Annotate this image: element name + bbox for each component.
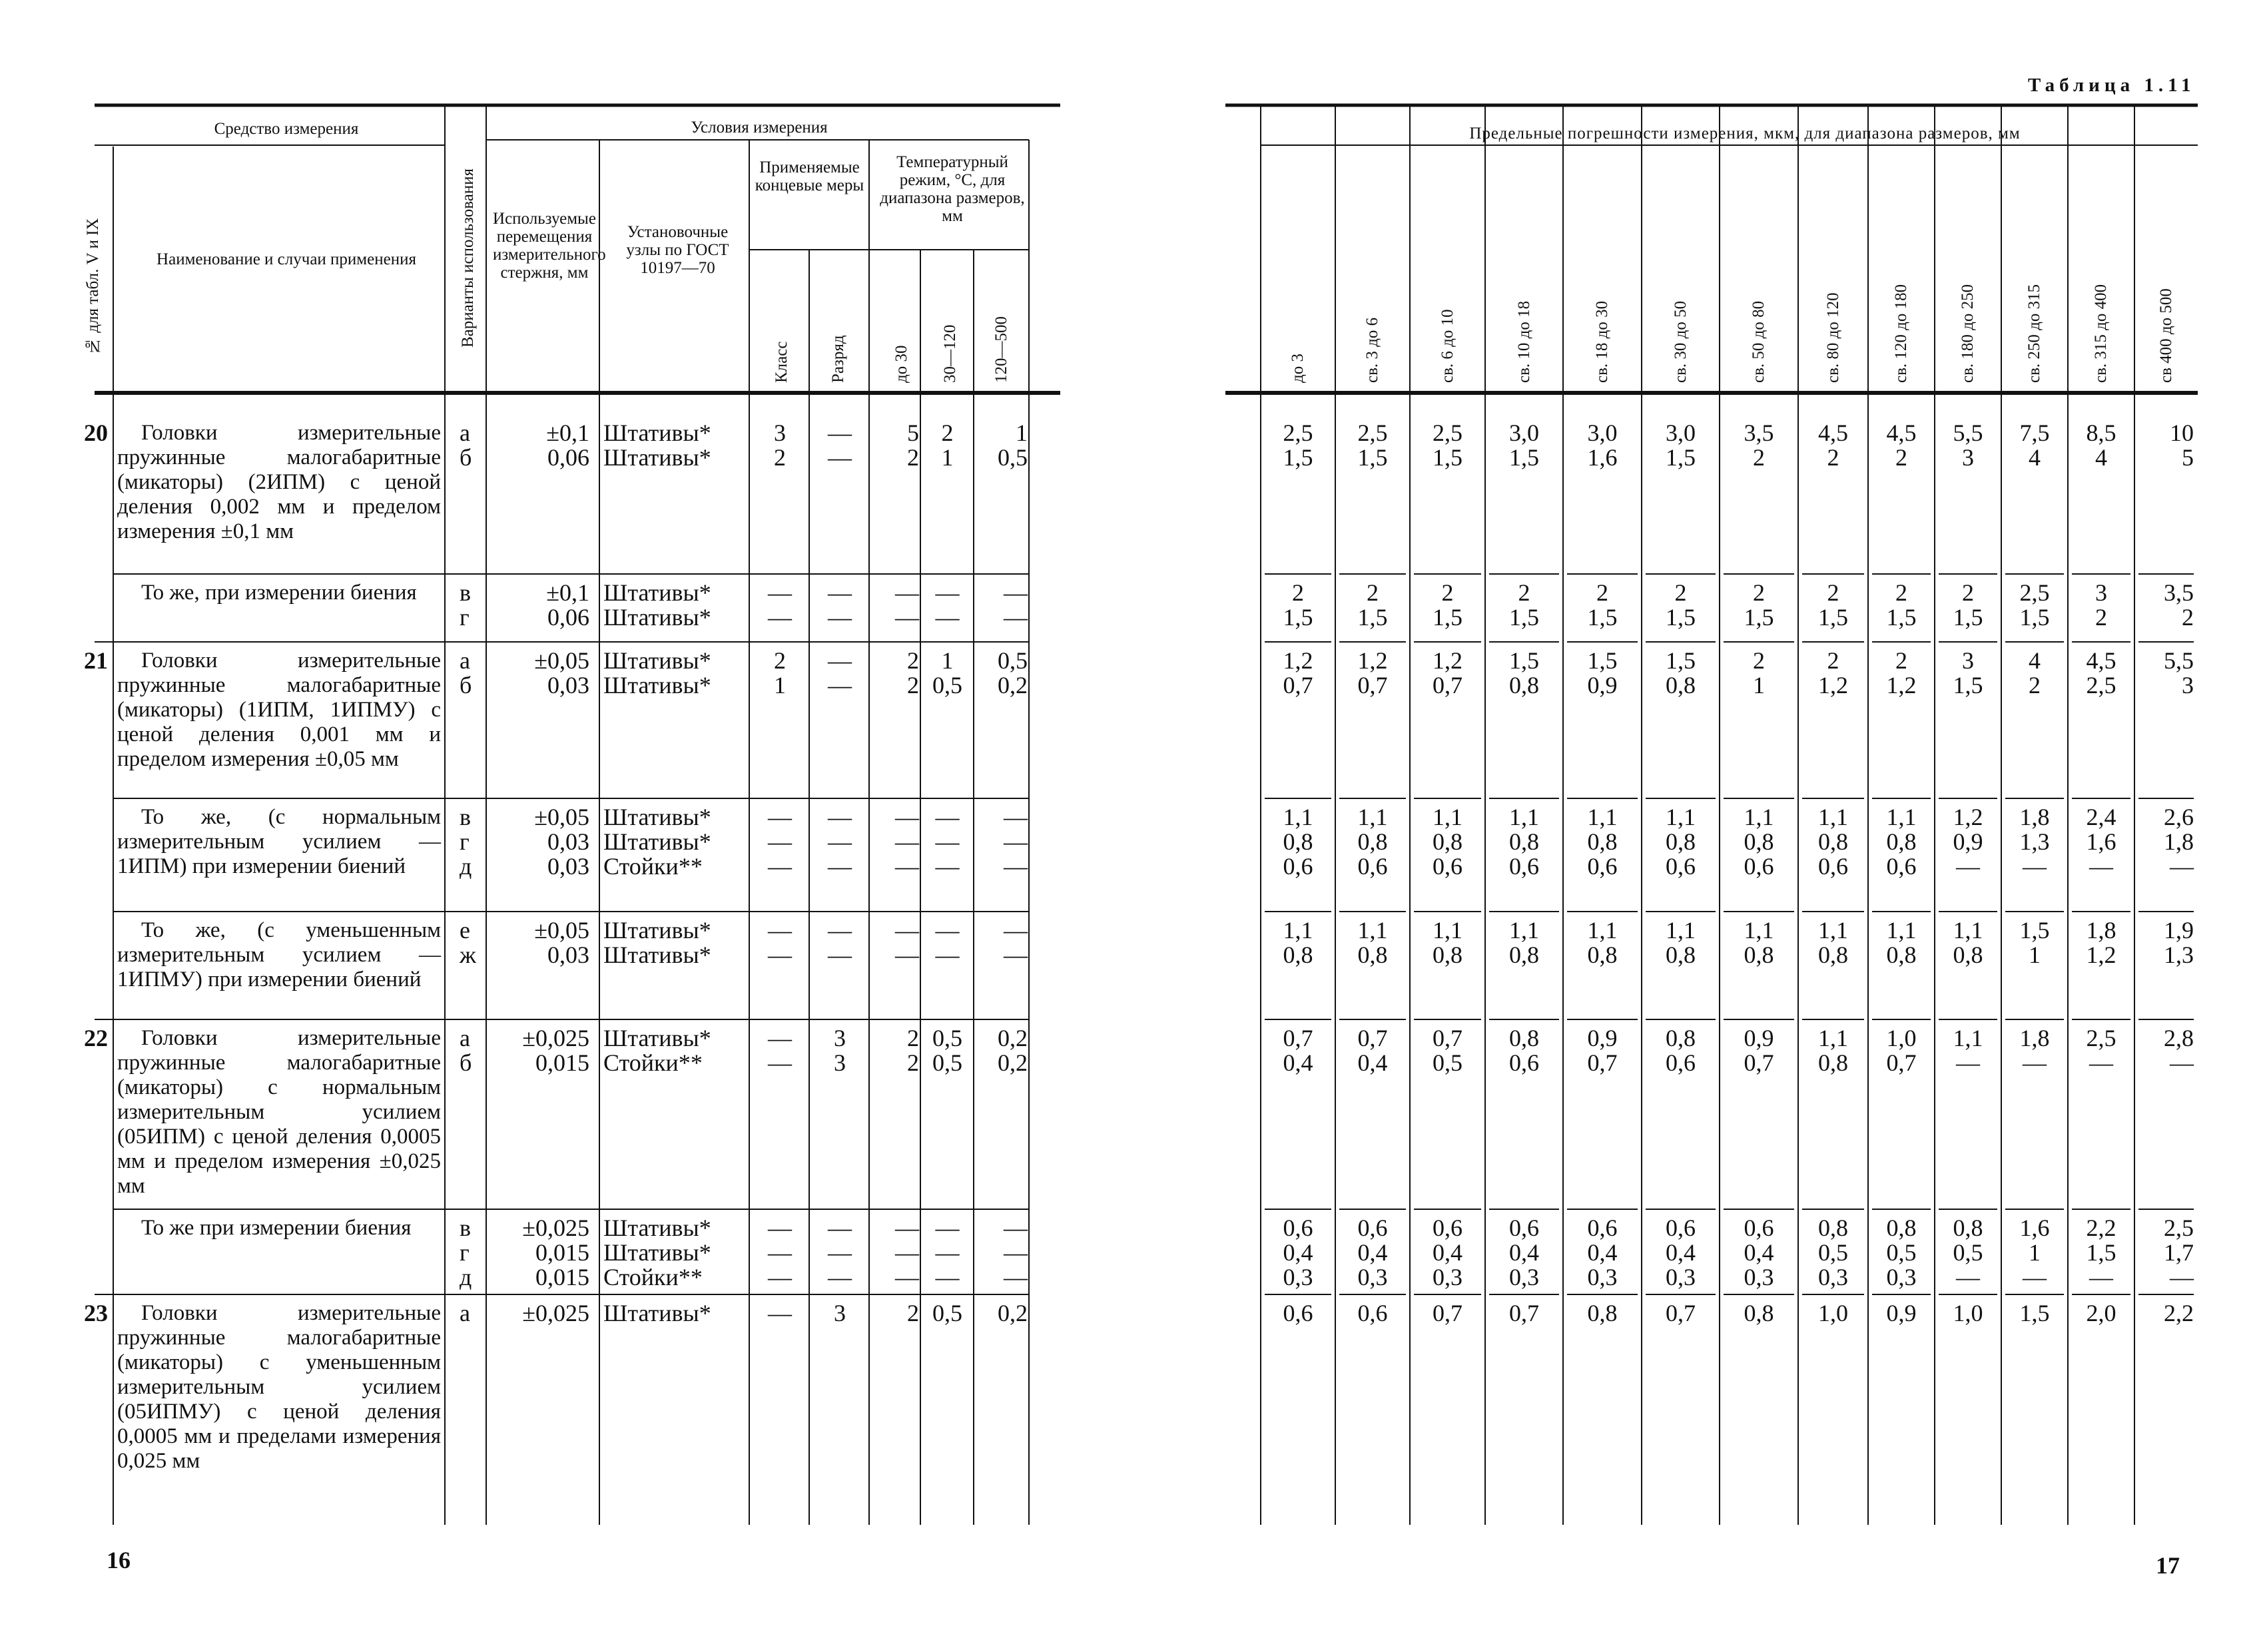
gauge-class: — — [768, 917, 792, 968]
error-value: 0,6 0,4 0,3 [1283, 1215, 1313, 1290]
error-value: 1,0 [1818, 1300, 1848, 1326]
error-value: 0,6 0,4 0,3 [1509, 1215, 1539, 1290]
page-number-right: 17 [2156, 1552, 2180, 1579]
error-value: 0,6 0,4 0,3 [1587, 1215, 1618, 1290]
instrument-name: Головки измерительные пружинные малогабаритные (микаторы) (1ИПМ, 1ИПМУ) с ценой деления 0,001 мм и пределом измерения ±0,05 мм [117, 649, 441, 771]
instrument-name: То же, (с уменьшенным измерительным усилием — 1ИПМУ) при измерении биений [117, 918, 441, 991]
error-value: 1,1 0,8 [1587, 917, 1618, 968]
error-value: 1,2 0,7 [1283, 647, 1313, 698]
variant-code: а б [460, 419, 472, 471]
error-value: 0,8 0,6 [1509, 1025, 1539, 1076]
error-value: 0,7 [1666, 1300, 1696, 1326]
gauge-grade: 3 [834, 1300, 846, 1326]
header-range: св. 250 до 315 [2025, 284, 2043, 383]
temp-30-120: 2 1 [941, 419, 954, 471]
gauge-grade: — — [828, 579, 852, 631]
variant-code: е ж [460, 917, 476, 968]
temp-30-120: — — — [935, 1215, 960, 1290]
gauge-class: — — — [768, 804, 792, 880]
error-value: 1,1 0,8 [1886, 917, 1917, 968]
error-value: 8,5 4 [2086, 419, 2116, 471]
row-number: 20 [84, 419, 108, 446]
temp-up-to-30: 2 [907, 1300, 919, 1326]
error-value: 3,0 1,5 [1509, 419, 1539, 471]
error-value: 2 1,5 [1886, 579, 1917, 631]
error-value: 1,1 0,8 [1433, 917, 1462, 968]
variant-code: в г д [460, 804, 472, 880]
header-range: св. 18 до 30 [1593, 300, 1611, 383]
gauge-class: — — [768, 1025, 792, 1076]
header-range: св. 180 до 250 [1959, 284, 1977, 383]
error-value: 1,6 1 — [2019, 1215, 2050, 1290]
header-klass: Класс [773, 341, 791, 383]
error-value: 1,2 0,7 [1433, 647, 1462, 698]
header-uslovia: Условия измерения [691, 119, 828, 137]
temp-up-to-30: — — [895, 917, 919, 968]
error-value: 1,1 0,8 0,6 [1433, 804, 1462, 880]
header-range: св. 80 до 120 [1823, 292, 1842, 383]
row-number: 22 [84, 1025, 108, 1051]
temp-120-500: 1 0,5 [998, 419, 1028, 471]
error-value: 2 1,5 [1357, 579, 1388, 631]
gauge-grade: 3 3 [834, 1025, 846, 1076]
error-value: 3 2 [2095, 579, 2107, 631]
error-value: 1,1 0,8 0,6 [1818, 804, 1848, 880]
header-ispolz: Используемые перемещения измерительного стержня, мм [493, 210, 606, 282]
header-naimen: Наименование и случаи применения [157, 250, 416, 268]
error-value: 1,0 [1953, 1300, 1983, 1326]
error-value: 0,8 [1587, 1300, 1618, 1326]
error-value: 1,1 0,8 0,6 [1886, 804, 1917, 880]
displacement-mm: ±0,05 0,03 0,03 [534, 804, 589, 880]
displacement-mm: ±0,05 0,03 [534, 647, 589, 698]
error-value: 2,5 1,5 [1433, 419, 1462, 471]
error-value: 3 1,5 [1953, 647, 1983, 698]
error-value: 5,5 3 [1953, 419, 1983, 471]
setup-unit: Штативы* Штативы* [603, 917, 711, 968]
error-value: 2 1,5 [1953, 579, 1983, 631]
error-value: 2,4 1,6 — [2086, 804, 2116, 880]
error-value: 1,1 0,8 0,6 [1744, 804, 1774, 880]
error-value: 1,5 0,9 [1587, 647, 1618, 698]
temp-30-120: 0,5 0,5 [932, 1025, 962, 1076]
error-value: 0,7 0,4 [1283, 1025, 1313, 1076]
error-value: 0,8 0,5 0,3 [1818, 1215, 1848, 1290]
error-value: 1,8 1,3 — [2019, 804, 2050, 880]
error-value: 2 1,2 [1818, 647, 1848, 698]
setup-unit: Штативы* Штативы* Стойки** [603, 804, 711, 880]
displacement-mm: ±0,1 0,06 [546, 419, 589, 471]
variant-code: а [460, 1300, 470, 1326]
error-value: 4,5 2 [1818, 419, 1848, 471]
header-range: св. 30 до 50 [1671, 300, 1690, 383]
error-value: 2 1,5 [1283, 579, 1313, 631]
variant-code: в г д [460, 1215, 472, 1290]
setup-unit: Штативы* Стойки** [603, 1025, 711, 1076]
setup-unit: Штативы* Штативы* [603, 419, 711, 471]
temp-120-500: — — — [1004, 804, 1028, 880]
error-value: 0,6 0,4 0,3 [1357, 1215, 1388, 1290]
error-value: 1,1 0,8 0,6 [1509, 804, 1539, 880]
error-value: 0,7 0,4 [1357, 1025, 1388, 1076]
error-value: 0,8 0,5 — [1953, 1215, 1983, 1290]
error-value: 1,1 0,8 0,6 [1283, 804, 1313, 880]
error-value: 2,5 1,7 — [2164, 1215, 2194, 1290]
error-value: 0,7 0,5 [1433, 1025, 1462, 1076]
gauge-class: — [768, 1300, 792, 1326]
temp-up-to-30: 5 2 [907, 419, 919, 471]
temp-30-120: — — — [935, 804, 960, 880]
error-value: 1,1 0,8 [1283, 917, 1313, 968]
header-t2: 30—120 [941, 324, 959, 383]
temp-up-to-30: — — [895, 579, 919, 631]
header-range: св. 315 до 400 [2092, 284, 2110, 383]
variant-code: в г [460, 579, 471, 631]
error-value: 2,5 1,5 [1283, 419, 1313, 471]
error-value: 0,6 0,4 0,3 [1744, 1215, 1774, 1290]
error-value: 1,5 [2019, 1300, 2050, 1326]
temp-120-500: 0,5 0,2 [998, 647, 1028, 698]
gauge-grade: — — — [828, 804, 852, 880]
header-primen: Применяемые концевые меры [755, 158, 864, 194]
error-value: 4 2 [2029, 647, 2041, 698]
temp-30-120: 1 0,5 [932, 647, 962, 698]
page-number-left: 16 [107, 1547, 131, 1573]
header-no-col: № для табл. V и IX [84, 218, 102, 355]
header-varianty: Варианты использования [459, 168, 477, 348]
variant-code: а б [460, 647, 472, 698]
error-value: 1,5 0,8 [1509, 647, 1539, 698]
row-number: 21 [84, 647, 108, 674]
setup-unit: Штативы* [603, 1300, 711, 1326]
error-value: 2,8 — [2164, 1025, 2194, 1076]
error-value: 0,7 [1433, 1300, 1462, 1326]
displacement-mm: ±0,05 0,03 [534, 917, 589, 968]
error-value: 3,0 1,5 [1666, 419, 1696, 471]
error-value: 1,8 — [2019, 1025, 2050, 1076]
header-error-title: Предельные погрешности измерения, мкм, для диапазона размеров, мм [1469, 125, 2021, 142]
error-value: 1,5 0,8 [1666, 647, 1696, 698]
error-value: 1,2 0,7 [1357, 647, 1388, 698]
temp-120-500: — — — [1004, 1215, 1028, 1290]
error-value: 2 1,5 [1433, 579, 1462, 631]
error-value: 2,2 1,5 — [2086, 1215, 2116, 1290]
error-value: 1,1 0,8 [1953, 917, 1983, 968]
table-title: Таблица 1.11 [2028, 75, 2196, 96]
error-value: 0,6 0,4 0,3 [1666, 1215, 1696, 1290]
error-value: 2 1,5 [1587, 579, 1618, 631]
instrument-name: Головки измерительные пружинные малогабаритные (микаторы) с уменьшенным измерительным усилием (05ИПМУ) с ценой деления 0,0005 мм и пределами измерения 0,025 мм [117, 1301, 441, 1473]
error-value: 1,8 1,2 [2086, 917, 2116, 968]
gauge-grade: — — [828, 647, 852, 698]
error-value: 1,0 0,7 [1886, 1025, 1917, 1076]
displacement-mm: ±0,025 [522, 1300, 589, 1326]
header-sredstvo: Средство измерения [214, 120, 359, 138]
error-value: 3,5 2 [2164, 579, 2194, 631]
temp-up-to-30: — — — [895, 804, 919, 880]
error-value: 0,7 [1509, 1300, 1539, 1326]
error-value: 7,5 4 [2019, 419, 2050, 471]
temp-120-500: 0,2 0,2 [998, 1025, 1028, 1076]
error-value: 1,1 0,8 0,6 [1587, 804, 1618, 880]
instrument-name: То же при измерении биения [141, 1216, 412, 1240]
error-value: 4,5 2 [1886, 419, 1917, 471]
error-value: 1,1 — [1953, 1025, 1983, 1076]
error-value: 4,5 2,5 [2086, 647, 2116, 698]
instrument-name: То же, при измерении биения [141, 581, 417, 605]
error-value: 1,1 0,8 [1509, 917, 1539, 968]
gauge-class: 2 1 [774, 647, 786, 698]
temp-up-to-30: 2 2 [907, 647, 919, 698]
header-t1: до 30 [892, 345, 910, 383]
error-value: 1,9 1,3 [2164, 917, 2194, 968]
header-ustan: Установочные узлы по ГОСТ 10197—70 [626, 223, 729, 277]
error-value: 2,5 1,5 [2019, 579, 2050, 631]
error-value: 2 1,5 [1509, 579, 1539, 631]
temp-120-500: — — [1004, 579, 1028, 631]
error-value: 1,1 0,8 [1744, 917, 1774, 968]
error-value: 0,6 [1283, 1300, 1313, 1326]
temp-30-120: 0,5 [932, 1300, 962, 1326]
setup-unit: Штативы* Штативы* [603, 579, 711, 631]
displacement-mm: ±0,025 0,015 0,015 [522, 1215, 589, 1290]
header-range: до 3 [1289, 354, 1307, 383]
setup-unit: Штативы* Штативы* [603, 647, 711, 698]
error-value: 1,1 0,8 0,6 [1666, 804, 1696, 880]
row-number: 23 [84, 1300, 108, 1326]
header-t3: 120—500 [992, 316, 1010, 383]
gauge-class: — — [768, 579, 792, 631]
gauge-grade: — — [828, 917, 852, 968]
variant-code: а б [460, 1025, 472, 1076]
header-range: св. 6 до 10 [1438, 309, 1456, 383]
error-value: 2,2 [2164, 1300, 2194, 1326]
error-value: 0,6 0,4 0,3 [1433, 1215, 1462, 1290]
gauge-class: — — — [768, 1215, 792, 1290]
error-value: 1,1 0,8 [1666, 917, 1696, 968]
temp-30-120: — — [935, 579, 960, 631]
error-value: 10 5 [2170, 419, 2194, 471]
error-value: 2,5 1,5 [1357, 419, 1388, 471]
error-value: 2 1,5 [1818, 579, 1848, 631]
error-value: 5,5 3 [2164, 647, 2194, 698]
temp-up-to-30: — — — [895, 1215, 919, 1290]
error-value: 0,8 [1744, 1300, 1774, 1326]
error-value: 1,2 0,9 — [1953, 804, 1983, 880]
temp-up-to-30: 2 2 [907, 1025, 919, 1076]
displacement-mm: ±0,1 0,06 [546, 579, 589, 631]
temp-120-500: 0,2 [998, 1300, 1028, 1326]
gauge-class: 3 2 [774, 419, 786, 471]
error-value: 1,5 1 [2019, 917, 2050, 968]
error-value: 1,1 0,8 [1818, 917, 1848, 968]
temp-120-500: — — [1004, 917, 1028, 968]
displacement-mm: ±0,025 0,015 [522, 1025, 589, 1076]
error-value: 2 1,5 [1744, 579, 1774, 631]
gauge-grade: — — [828, 419, 852, 471]
error-value: 0,9 [1886, 1300, 1917, 1326]
error-value: 0,8 0,6 [1666, 1025, 1696, 1076]
header-temp: Температурный режим, °С, для диапазона размеров, мм [880, 153, 1025, 225]
error-value: 0,9 0,7 [1587, 1025, 1618, 1076]
header-range: св. 50 до 80 [1750, 300, 1768, 383]
temp-30-120: — — [935, 917, 960, 968]
error-value: 2,0 [2086, 1300, 2116, 1326]
error-value: 0,6 [1357, 1300, 1388, 1326]
gauge-grade: — — — [828, 1215, 852, 1290]
error-value: 2 1,2 [1886, 647, 1917, 698]
header-razryad: Разряд [829, 335, 847, 383]
error-value: 0,9 0,7 [1744, 1025, 1774, 1076]
error-value: 1,1 0,8 [1357, 917, 1388, 968]
instrument-name: Головки измерительные пружинные малогабаритные (микаторы) (2ИПМ) с ценой деления 0,002 мм и пределом измерения ±0,1 мм [117, 421, 441, 543]
error-value: 2,6 1,8 — [2164, 804, 2194, 880]
error-value: 2,5 — [2086, 1025, 2116, 1076]
instrument-name: Головки измерительные пружинные малогабаритные (микаторы) с нормальным измерительным усилием (05ИПМ) с ценой деления 0,0005 мм и пределом измерения ±0,025 мм [117, 1026, 441, 1198]
error-value: 3,5 2 [1744, 419, 1774, 471]
error-value: 2 1,5 [1666, 579, 1696, 631]
setup-unit: Штативы* Штативы* Стойки** [603, 1215, 711, 1290]
instrument-name: То же, (с нормальным измерительным усилием — 1ИПМ) при измерении биений [117, 805, 441, 878]
error-value: 1,1 0,8 [1818, 1025, 1848, 1076]
header-range: св. 10 до 18 [1514, 300, 1533, 383]
error-value: 3,0 1,6 [1587, 419, 1618, 471]
error-value: 1,1 0,8 0,6 [1357, 804, 1388, 880]
header-range: св. 3 до 6 [1363, 317, 1381, 383]
error-value: 0,8 0,5 0,3 [1886, 1215, 1917, 1290]
error-value: 2 1 [1753, 647, 1765, 698]
header-range: св. 120 до 180 [1892, 284, 1910, 383]
header-range: св 400 до 500 [2156, 288, 2175, 383]
